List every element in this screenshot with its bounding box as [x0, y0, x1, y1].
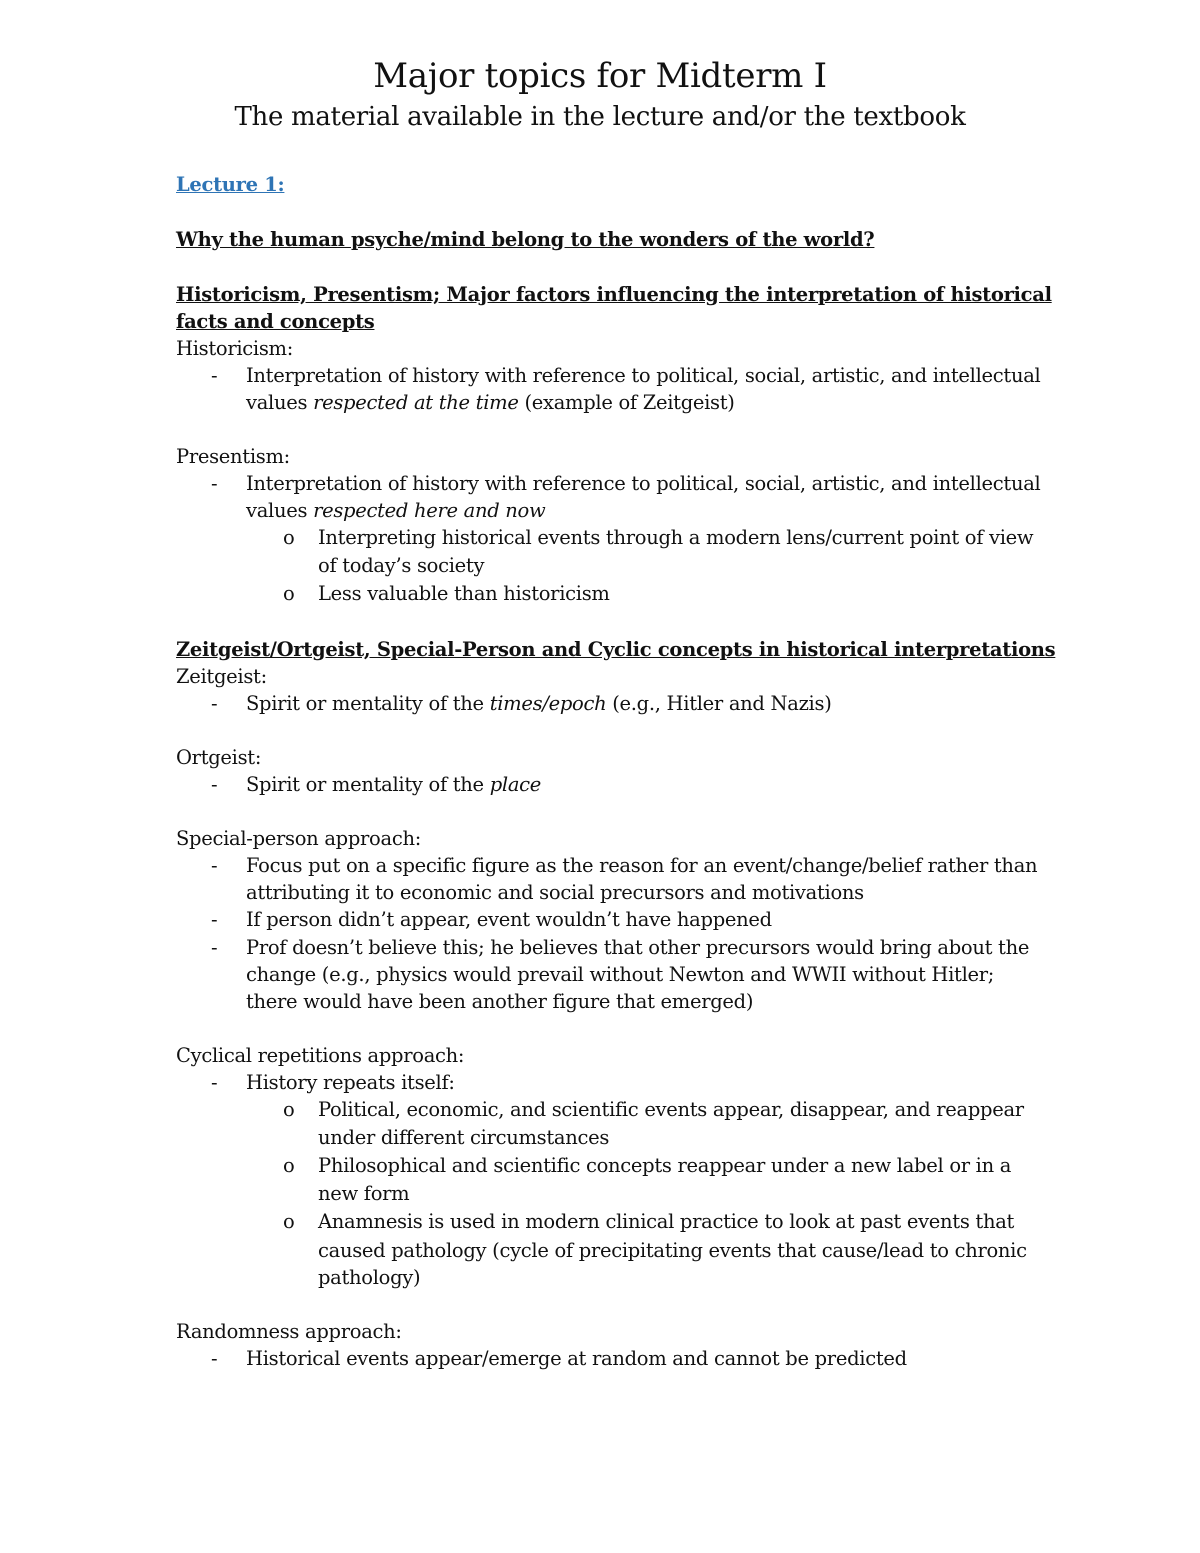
cyclical-label: Cyclical repetitions approach: — [176, 1044, 465, 1067]
circle-bullet: o — [283, 582, 295, 605]
ortgeist-item: Spirit or mentality of the place — [246, 773, 542, 796]
presentism-item-line1: Interpretation of history with reference to political, social, artistic, and intellectual — [246, 472, 1041, 495]
presentism-item-line2: values respected here and now — [246, 499, 546, 522]
dash-bullet: - — [211, 854, 218, 877]
cyclical-sub1-line1: Political, economic, and scientific events appear, disappear, and reappear — [318, 1098, 1024, 1121]
ortgeist-label: Ortgeist: — [176, 746, 262, 769]
circle-bullet: o — [283, 526, 295, 549]
presentism-italic: respected here and now — [313, 499, 546, 522]
presentism-sub2: Less valuable than historicism — [318, 582, 610, 605]
cyclical-sub1-line2: under different circumstances — [318, 1126, 610, 1149]
special-person-item2: If person didn’t appear, event wouldn’t have happened — [246, 908, 772, 931]
cyclical-sub3-line3: pathology) — [318, 1266, 421, 1289]
dash-bullet: - — [211, 1347, 218, 1370]
special-person-item1-line2: attributing it to economic and social precursors and motivations — [246, 881, 864, 904]
special-person-item3-line1: Prof doesn’t believe this; he believes that other precursors would bring about the — [246, 936, 1030, 959]
dash-bullet: - — [211, 773, 218, 796]
historicism-item-line1: Interpretation of history with reference to political, social, artistic, and intellectual — [246, 364, 1041, 387]
historicism-item-line2: values respected at the time (example of Zeitgeist) — [246, 391, 735, 414]
historicism-italic: respected at the time — [313, 391, 519, 414]
presentism-label: Presentism: — [176, 445, 290, 468]
zeitgeist-label: Zeitgeist: — [176, 665, 267, 688]
historicism-heading-line2: facts and concepts — [176, 310, 375, 333]
dash-bullet: - — [211, 908, 218, 931]
zeitgeist-item: Spirit or mentality of the times/epoch (e.g., Hitler and Nazis) — [246, 692, 832, 715]
cyclical-sub2-line1: Philosophical and scientific concepts reappear under a new label or in a — [318, 1154, 1012, 1177]
randomness-item1: Historical events appear/emerge at random and cannot be predicted — [246, 1347, 907, 1370]
historicism-heading-line1: Historicism, Presentism; Major factors influencing the interpretation of historical — [176, 283, 1052, 306]
dash-bullet: - — [211, 364, 218, 387]
cyclical-item1: History repeats itself: — [246, 1071, 455, 1094]
dash-bullet: - — [211, 692, 218, 715]
presentism-sub1-line1: Interpreting historical events through a modern lens/current point of view — [318, 526, 1034, 549]
cyclical-sub2-line2: new form — [318, 1182, 410, 1205]
special-person-item1-line1: Focus put on a specific figure as the reason for an event/change/belief rather than — [246, 854, 1038, 877]
circle-bullet: o — [283, 1154, 295, 1177]
wonders-heading: Why the human psyche/mind belong to the wonders of the world? — [176, 228, 875, 251]
dash-bullet: - — [211, 1071, 218, 1094]
ortgeist-italic: place — [489, 773, 542, 796]
special-person-item3-line3: there would have been another figure that emerged) — [246, 990, 754, 1013]
historicism-label: Historicism: — [176, 337, 294, 360]
zeitgeist-italic: times/epoch — [489, 692, 607, 715]
special-person-label: Special-person approach: — [176, 827, 421, 850]
presentism-sub1-line2: of today’s society — [318, 554, 485, 577]
randomness-label: Randomness approach: — [176, 1320, 402, 1343]
dash-bullet: - — [211, 472, 218, 495]
cyclical-sub3-line1: Anamnesis is used in modern clinical practice to look at past events that — [318, 1210, 1015, 1233]
lecture-heading: Lecture 1: — [176, 173, 285, 196]
cyclical-sub3-line2: caused pathology (cycle of precipitating events that cause/lead to chronic — [318, 1239, 1027, 1262]
circle-bullet: o — [283, 1210, 295, 1233]
dash-bullet: - — [211, 936, 218, 959]
circle-bullet: o — [283, 1098, 295, 1121]
zeitgeist-heading: Zeitgeist/Ortgeist, Special-Person and Cyclic concepts in historical interpretations — [176, 638, 1056, 661]
special-person-item3-line2: change (e.g., physics would prevail without Newton and WWII without Hitler; — [246, 963, 995, 986]
document-title: Major topics for Midterm I — [373, 56, 827, 96]
document-subtitle: The material available in the lecture and/or the textbook — [234, 102, 966, 132]
